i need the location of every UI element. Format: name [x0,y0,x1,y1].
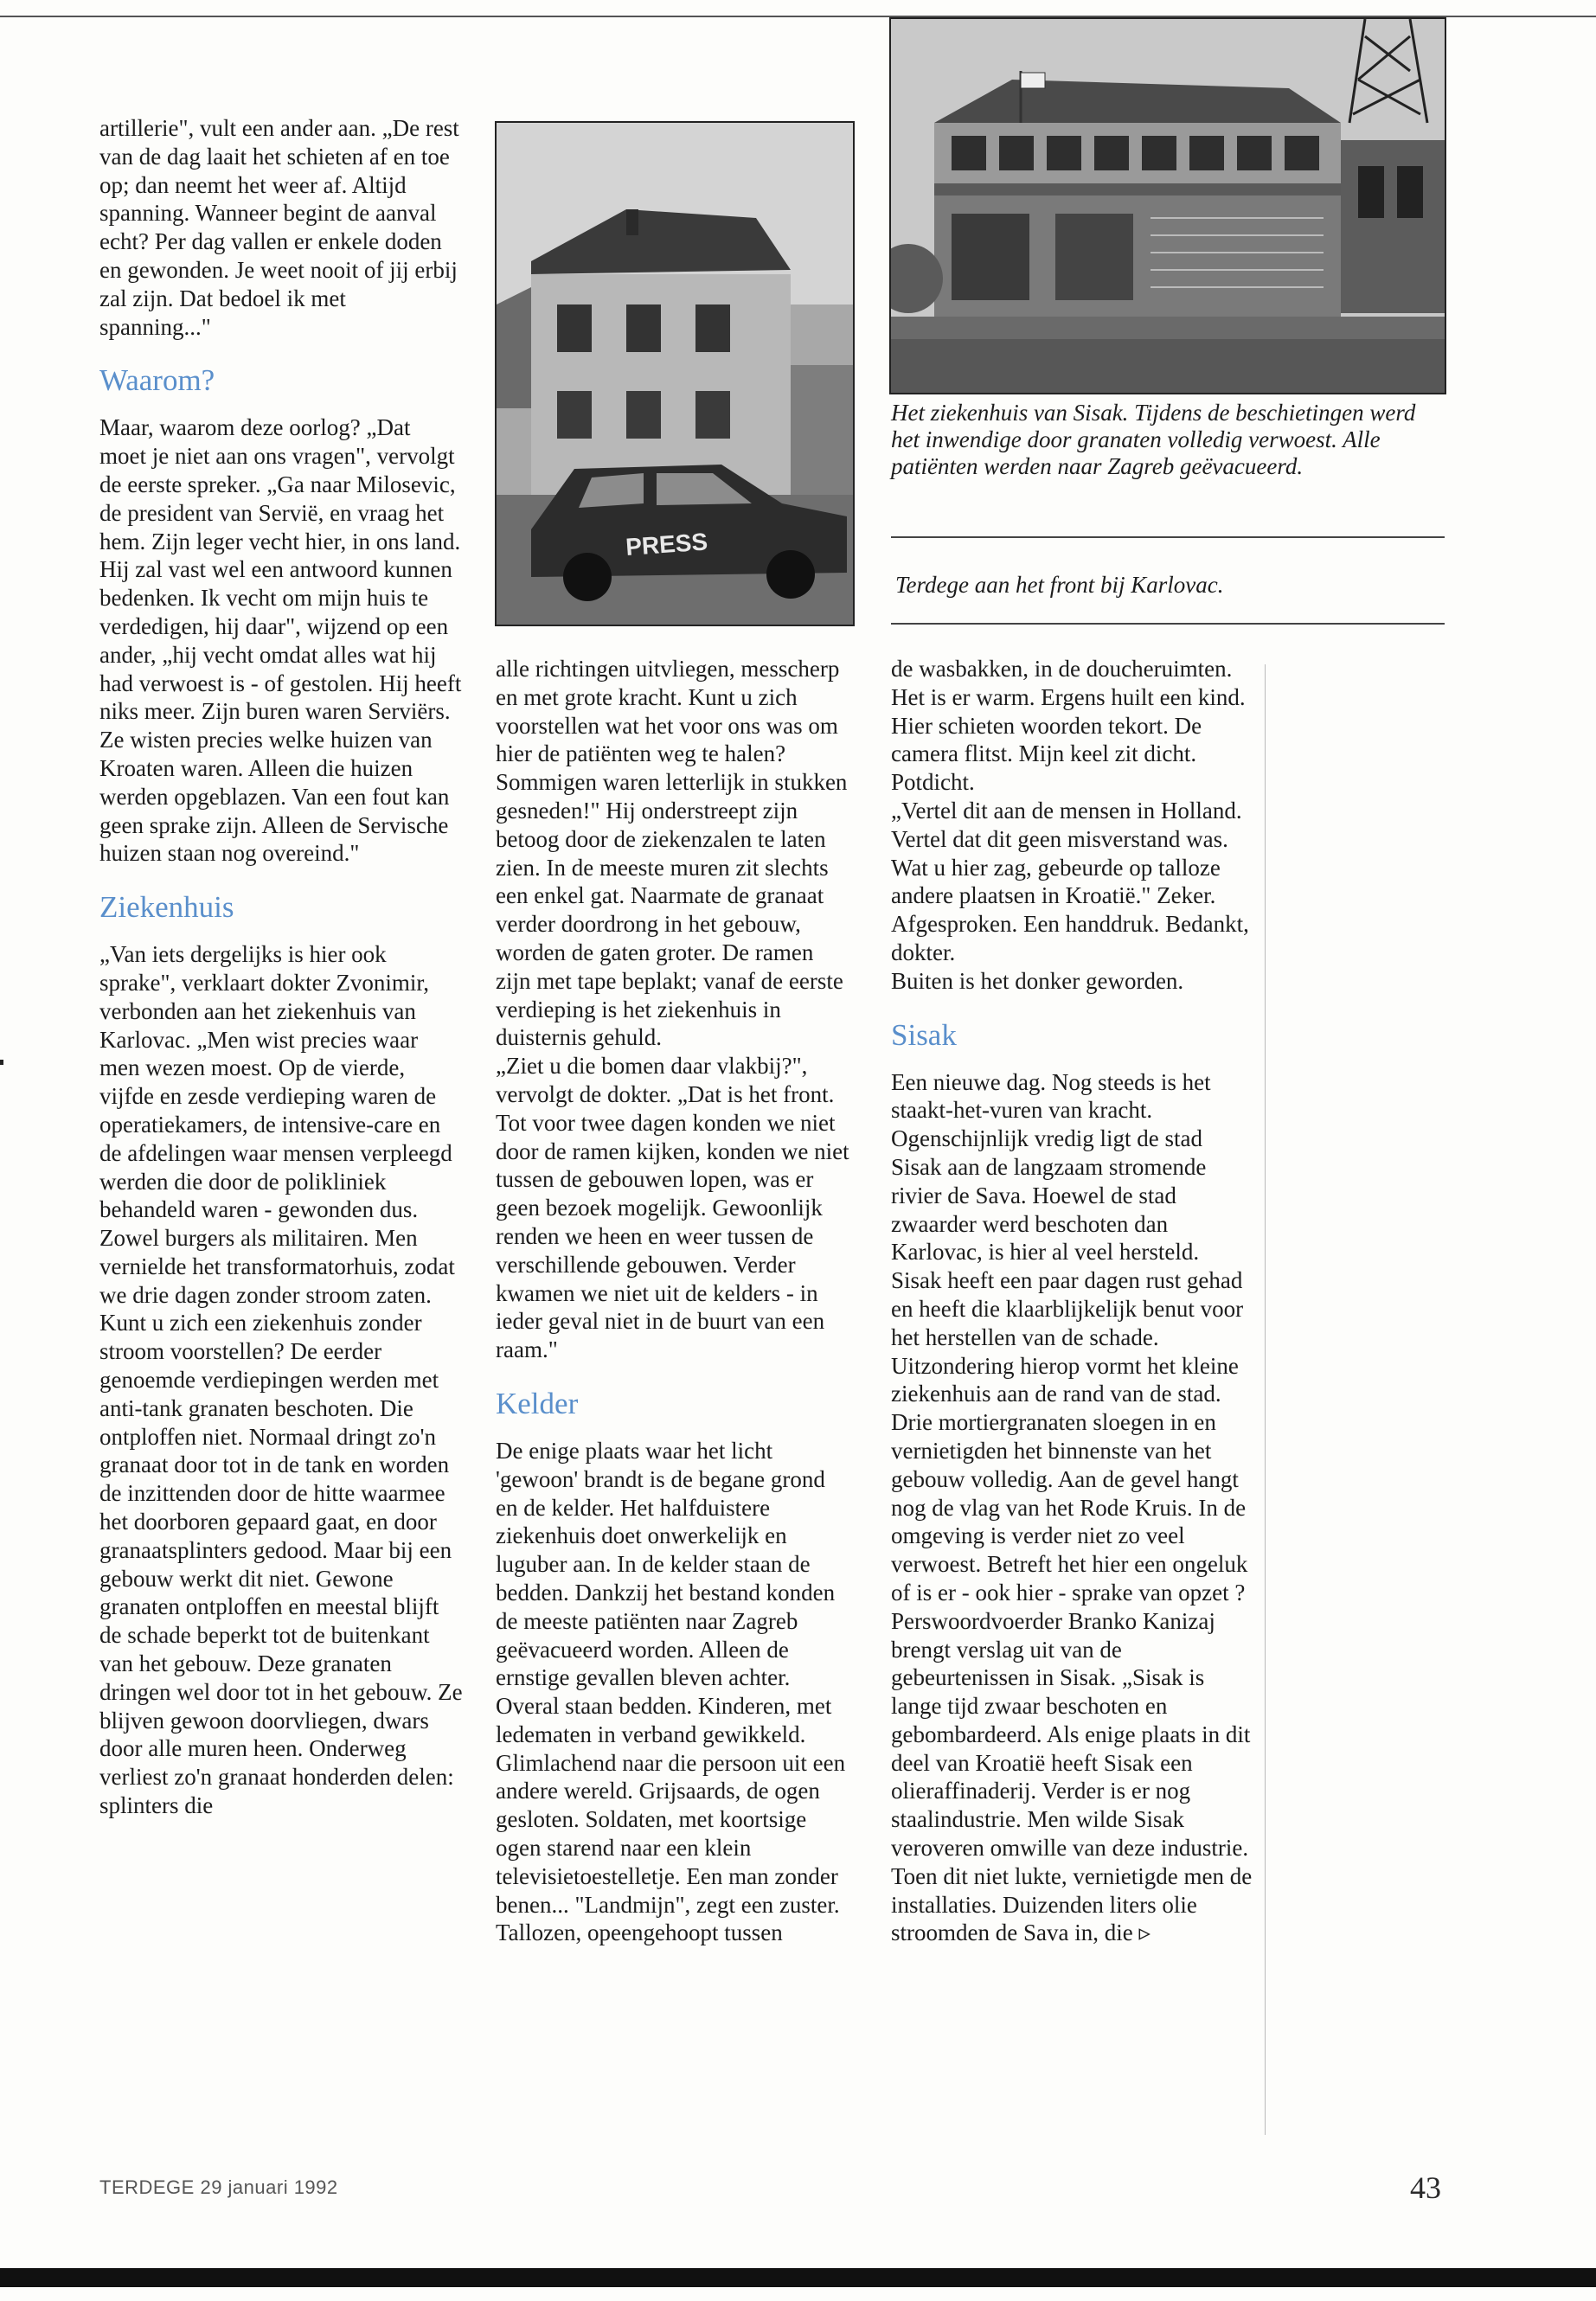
paragraph: „Ziet u die bomen daar vlakbij?", vervolgt de dokter. „Dat is het front. Tot voor twee dagen konden we niet door de ramen kijken, konden we niet tussen de gebouwen lopen, was er geen bezoek mogelijk. Gewoonlijk renden we heen en weer tussen de verschillende gebouwen. Verder kwamen we niet uit de kelders - in ieder geval niet in de buurt van een raam." [496,1053,849,1363]
paragraph: Buiten is het donker geworden. [891,967,1184,994]
paragraph: Maar, waarom deze oorlog? „Dat moet je niet aan ons vragen", vervolgt de eerste spreker. „Ga naar Milosevic, de president van Servië, en vraag het hem. Zijn leger vecht hier, in ons land. Hij zal vast wel een antwoord kunnen bedenken. Ik vecht om mijn huis te verdedigen, hij daar", wijzend op een ander, „hij vecht omdat alles wat hij had verwoest is - of gestolen. Hij heeft niks meer. Zijn buren waren Serviërs. Ze wisten precies welke huizen van Kroaten waren. Alleen die huizen werden opgeblazen. Van een fout kan geen sprake zijn. Alleen de Servische huizen staan nog overeind." [99,414,462,867]
paragraph: De enige plaats waar het licht 'gewoon' brandt is de begane grond en de kelder. Het halfduistere ziekenhuis doet onwerkelijk en luguber aan. In de kelder staan de bedden. Dankzij het bestand konden de meeste patiënten naar Zagreb geëvacueerd worden. Alleen de ernstige gevallen bleven achter. Overal staan bedden. Kinderen, met ledematen in verband gewikkeld. Glimlachend naar die persoon uit een andere wereld. Grijsaards, de ogen gesloten. Soldaten, met koortsige ogen starend naar een klein televisietoestelletje. Een man zonder benen... "Landmijn", zegt een zuster. Tallozen, opeengehoopt tussen [496,1437,846,1946]
photo-illustration [891,19,1445,393]
section-heading-kelder: Kelder [496,1386,579,1420]
section-heading-sisak: Sisak [891,1017,957,1052]
front-caption: Terdege aan het front bij Karlovac. [895,572,1224,598]
photo-sisak-hospital [889,17,1446,394]
article-column-3 [891,655,1254,2147]
footer-publication: TERDEGE 29 januari 1992 [99,2176,338,2198]
paragraph: Een nieuwe dag. Nog steeds is het staakt-het-vuren van kracht. Ogenschijnlijk vredig ligt de stad Sisak aan de langzaam stromende rivier de Sava. Hoewel de stad zwaarder werd beschoten dan Karlovac, is hier al veel hersteld. Sisak heeft een paar dagen rust gehad en heeft die klaarblijkelijk benut voor het herstellen van de schade. Uitzondering hierop vormt het kleine ziekenhuis aan de rand van de stad. Drie mortiergranaten sloegen in en vernietigden het binnenste van het gebouw volledig. Aan de gevel hangt nog de vlag van het Rode Kruis. In de omgeving is verder niet zo veel verwoest. Betreft het hier een ongeluk of is er - ook hier - sprake van opzet ? Perswoordvoerder Branko Kanizaj brengt verslag uit van de gebeurtenissen in Sisak. „Sisak is lange tijd zwaar beschoten en gebombardeerd. Als enige plaats in dit deel van Kroatië heeft Sisak een olieraffinaderij. Verder is er nog staalindustrie. Men wilde Sisak veroveren omwille van deze industrie. Toen dit niet lukte, vernietigde men de installaties. Duizenden liters olie stroomden de Sava in, die ▹ [891,1068,1253,1946]
paragraph: artillerie", vult een ander aan. „De rest van de dag laait het schieten af en toe op; dan neemt het weer af. Altijd spanning. Wanneer begint de aanval echt? Per dag vallen er enkele doden en gewonden. Je weet nooit of jij erbij zal zijn. Dat bedoel ik met spanning..." [99,115,459,340]
paragraph: „Vertel dit aan de mensen in Holland. Vertel dat dit geen misverstand was. Wat u hier zag, gebeurde op talloze andere plaatsen in Kroatië." Zeker. Afgesproken. Een handdruk. Bedankt, dokter. [891,797,1249,965]
section-heading-waarom: Waarom? [99,363,215,398]
photo-illustration [497,123,853,625]
caption-divider [891,536,1445,538]
article-column-2 [496,655,850,2147]
section-heading-ziekenhuis: Ziekenhuis [99,890,234,925]
paragraph: alle richtingen uitvliegen, messcherp en met grote kracht. Kunt u zich voorstellen wat het voor ons was om hier de patiënten weg te halen? Sommigen waren letterlijk in stukken gesneden!" Hij onderstreept zijn betoog door de ziekenzalen te laten zien. In de meeste muren zit slechts een enkel gat. Naarmate de granaat verder doordrong in het gebouw, worden de gaten groter. De ramen zijn met tape beplakt; vanaf de eerste verdieping is het ziekenhuis in duisternis gehuld. [496,656,848,1051]
bottom-border-bar [0,2268,1596,2287]
column-divider [1265,664,1266,2135]
paragraph: de wasbakken, in de doucheruimten. Het is er warm. Ergens huilt een kind. Hier schieten woorden tekort. De camera flitst. Mijn keel zit dicht. Potdicht. [891,656,1246,796]
car-press-lettering: PRESS [625,528,709,561]
margin-mark [0,1060,3,1065]
paragraph: „Van iets dergelijks is hier ook sprake", verklaart dokter Zvonimir, verbonden aan het ziekenhuis van Karlovac. „Men wist precies waar men wezen moest. Op de vierde, vijfde en zesde verdieping waren de operatiekamers, de intensive-care en de afdelingen waar mensen verpleegd werden die door de polikliniek behandeld waren - gewonden dus. Zowel burgers als militairen. Men vernielde het transformatorhuis, zodat we drie dagen zonder stroom zaten. Kunt u zich een ziekenhuis zonder stroom voorstellen? De eerder genoemde verdiepingen werden met anti-tank granaten beschoten. Die ontploffen niet. Normaal dringt zo'n granaat door tot in de tank en worden de inzittenden door de hitte waarmee het doorboren gepaard gaat, en door granaatsplinters gedood. Maar bij een gebouw werkt dit niet. Gewone granaten ontploffen en meestal blijft de schade beperkt tot de buitenkant van het gebouw. Deze granaten dringen wel door tot in het gebouw. Ze blijven gewoon doorvliegen, dwars door alle muren heen. Onderweg verliest zo'n granaat honderden delen: splinters die [99,941,463,1819]
photo-caption: Het ziekenhuis van Sisak. Tijdens de beschietingen werd het inwendige door granaten volledig verwoest. Alle patiënten werden naar Zagreb geëvacueerd. [891,400,1416,479]
photo-karlovac-press-car [495,121,855,626]
article-column-1 [99,114,463,2147]
page-number: 43 [1410,2170,1441,2205]
caption-divider [891,623,1445,625]
